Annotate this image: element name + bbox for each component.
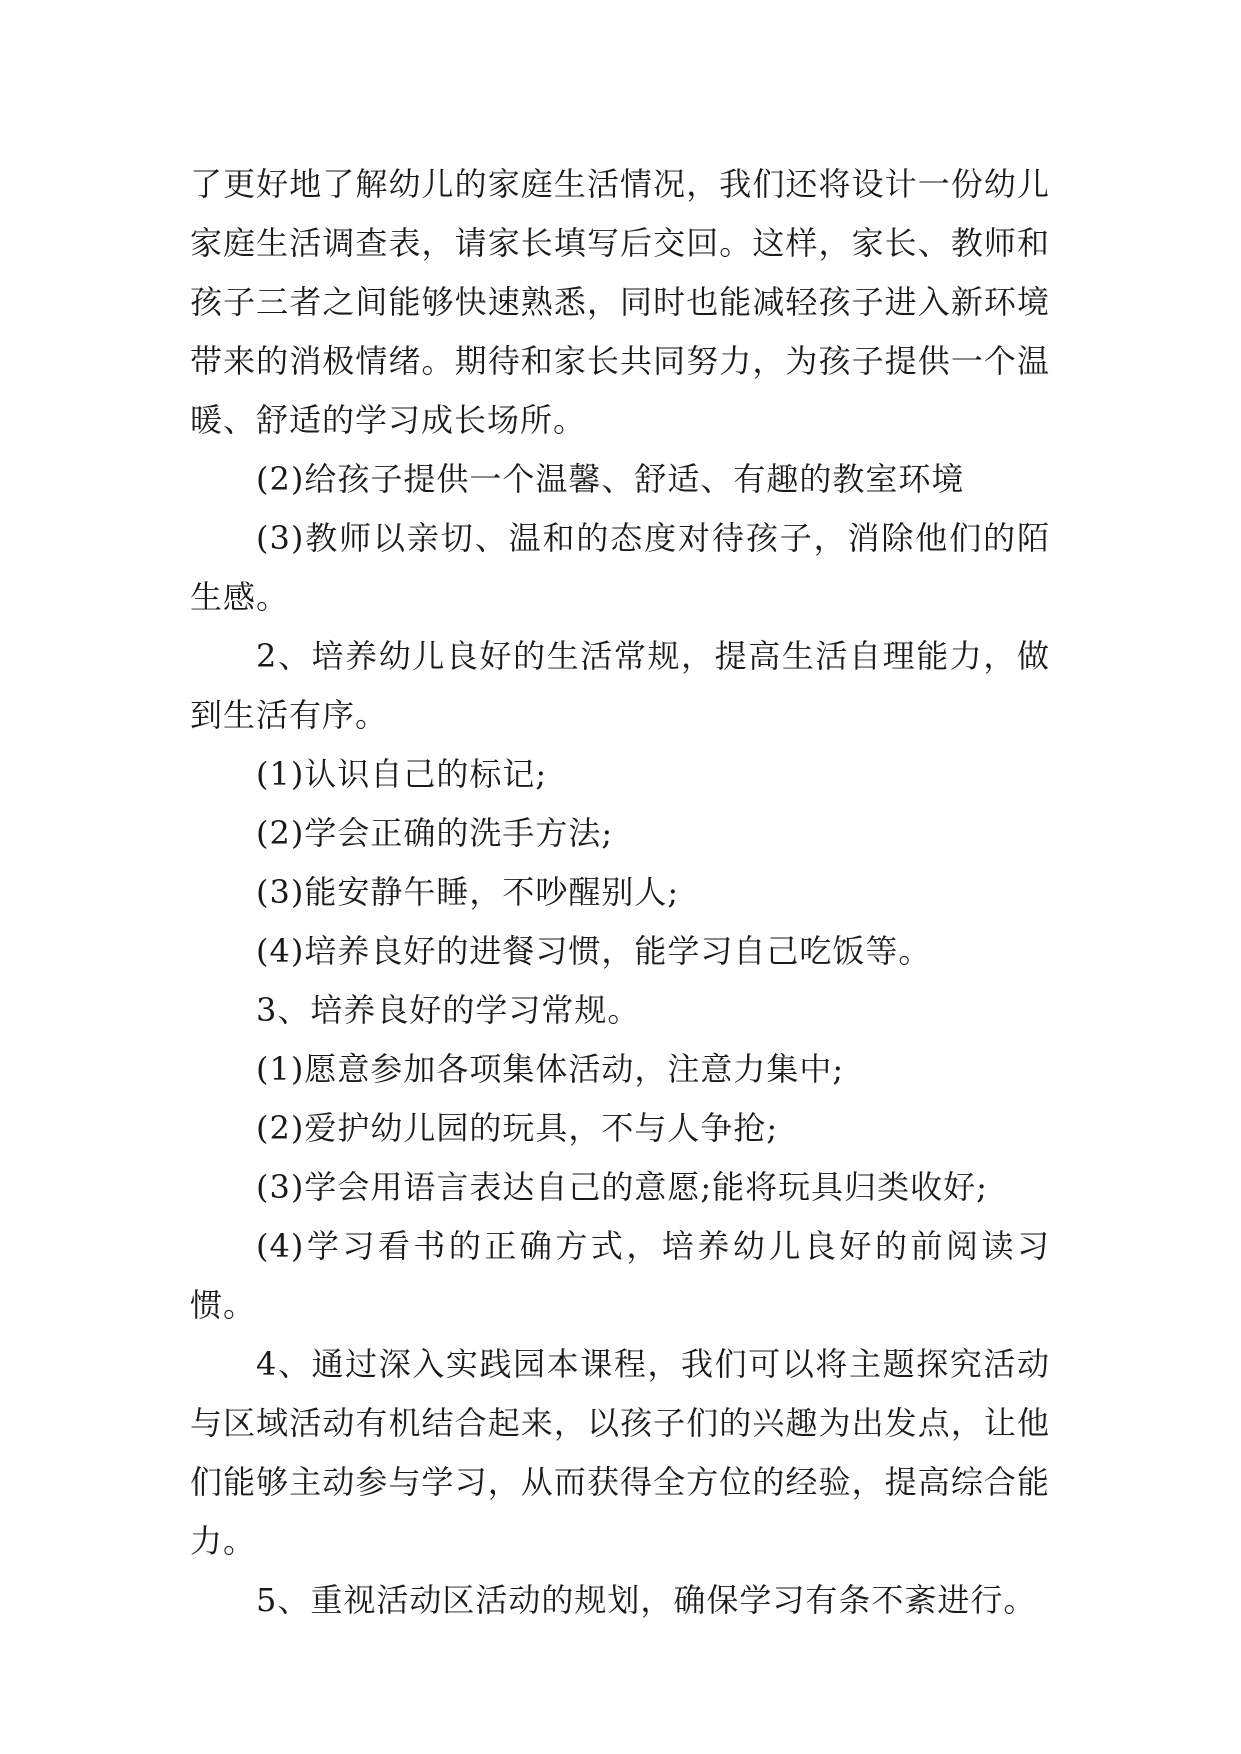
document-body [190, 155, 1050, 1630]
paragraph-nap: (3)能安静午睡，不吵醒别人; [256, 873, 680, 911]
paragraph-activity-area-planning: 5、重视活动区活动的规划，确保学习有条不紊进行。 [256, 1581, 1037, 1619]
paragraph-learning-routine-heading: 3、培养良好的学习常规。 [256, 991, 641, 1029]
paragraph-group-activities: (1)愿意参加各项集体活动，注意力集中; [256, 1050, 845, 1088]
paragraph-curriculum-practice: 4、通过深入实践园本课程，我们可以将主题探究活动与区域活动有机结合起来，以孩子们的兴趣为出发点，让他们能够主动参与学习，从而获得全方位的经验，提高综合能力。 [190, 1345, 1050, 1560]
paragraph-recognize-mark: (1)认识自己的标记; [256, 755, 548, 793]
paragraph-eating-habits: (4)培养良好的进餐习惯，能学习自己吃饭等。 [256, 932, 932, 970]
paragraph-reading-habits: (4)学习看书的正确方式，培养幼儿良好的前阅读习惯。 [190, 1227, 1050, 1324]
paragraph-family-survey: 了更好地了解幼儿的家庭生活情况，我们还将设计一份幼儿家庭生活调查表，请家长填写后交回。这样，家长、教师和孩子三者之间能够快速熟悉，同时也能减轻孩子进入新环境带来的消极情绪。期待和家长共同努力，为孩子提供一个温暖、舒适的学习成长场所。 [190, 165, 1050, 439]
paragraph-classroom-environment: (2)给孩子提供一个温馨、舒适、有趣的教室环境 [256, 460, 965, 498]
paragraph-life-routine-heading: 2、培养幼儿良好的生活常规，提高生活自理能力，做到生活有序。 [190, 637, 1050, 734]
paragraph-hand-washing: (2)学会正确的洗手方法; [256, 814, 614, 852]
paragraph-teacher-attitude: (3)教师以亲切、温和的态度对待孩子，消除他们的陌生感。 [190, 519, 1050, 616]
paragraph-toys: (2)爱护幼儿园的玩具，不与人争抢; [256, 1109, 779, 1147]
paragraph-language-expression: (3)学会用语言表达自己的意愿;能将玩具归类收好; [256, 1168, 988, 1206]
